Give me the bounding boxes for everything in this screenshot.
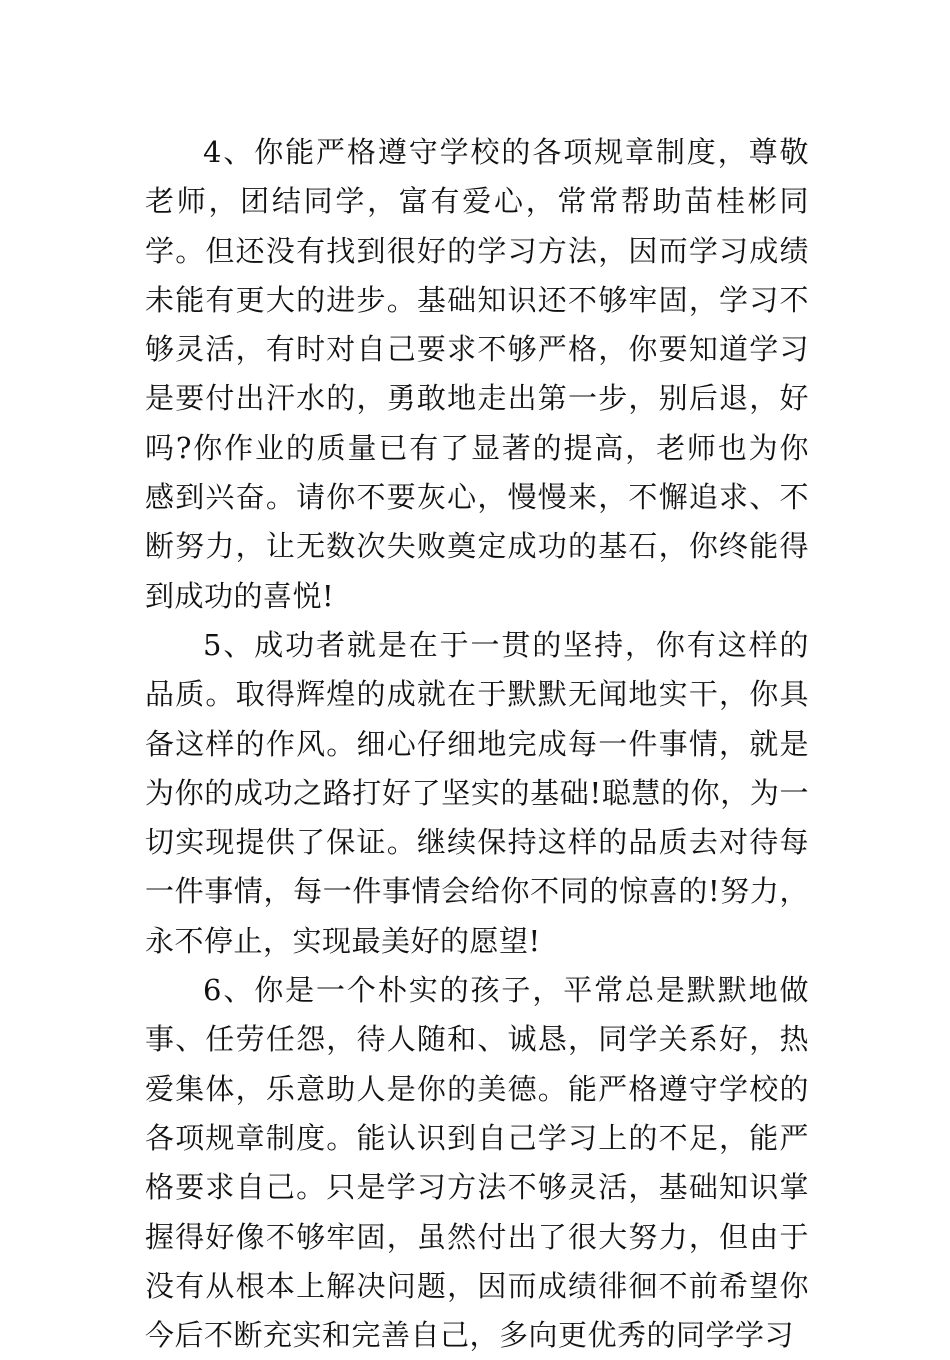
paragraph-4: 4、你能严格遵守学校的各项规章制度，尊敬老师，团结同学，富有爱心，常常帮助苗桂彬同学。但还没有找到很好的学习方法，因而学习成绩未能有更大的进步。基础知识还不够牢固，学习不够灵活，有时对自己要求不够严格，你要知道学习是要付出汗水的，勇敢地走出第一步，别后退，好吗?你作业的质量已有了显著的提高，老师也为你感到兴奋。请你不要灰心，慢慢来，不懈追求、不断努力，让无数次失败奠定成功的基石，你终能得到成功的喜悦! (145, 135, 809, 613)
paragraph-6: 6、你是一个朴实的孩子，平常总是默默地做事、任劳任怨，待人随和、诚恳，同学关系好，热爱集体，乐意助人是你的美德。能严格遵守学校的各项规章制度。能认识到自己学习上的不足，能严格要求自己。只是学习方法不够灵活，基础知识掌握得好像不够牢固，虽然付出了很大努力，但由于没有从根本上解决问题，因而成绩徘徊不前希望你今后不断充实和完善自己，多向更优秀的同学学习 (145, 973, 809, 1353)
paragraph-5: 5、成功者就是在于一贯的坚持，你有这样的品质。取得辉煌的成就在于默默无闻地实干，你具备这样的作风。细心仔细地完成每一件事情，就是为你的成功之路打好了坚实的基础!聪慧的你，为一切实现提供了保证。继续保持这样的品质去对待每一件事情，每一件事情会给你不同的惊喜的!努力，永不停止，实现最美好的愿望! (145, 627, 809, 958)
document-body (145, 128, 809, 1360)
